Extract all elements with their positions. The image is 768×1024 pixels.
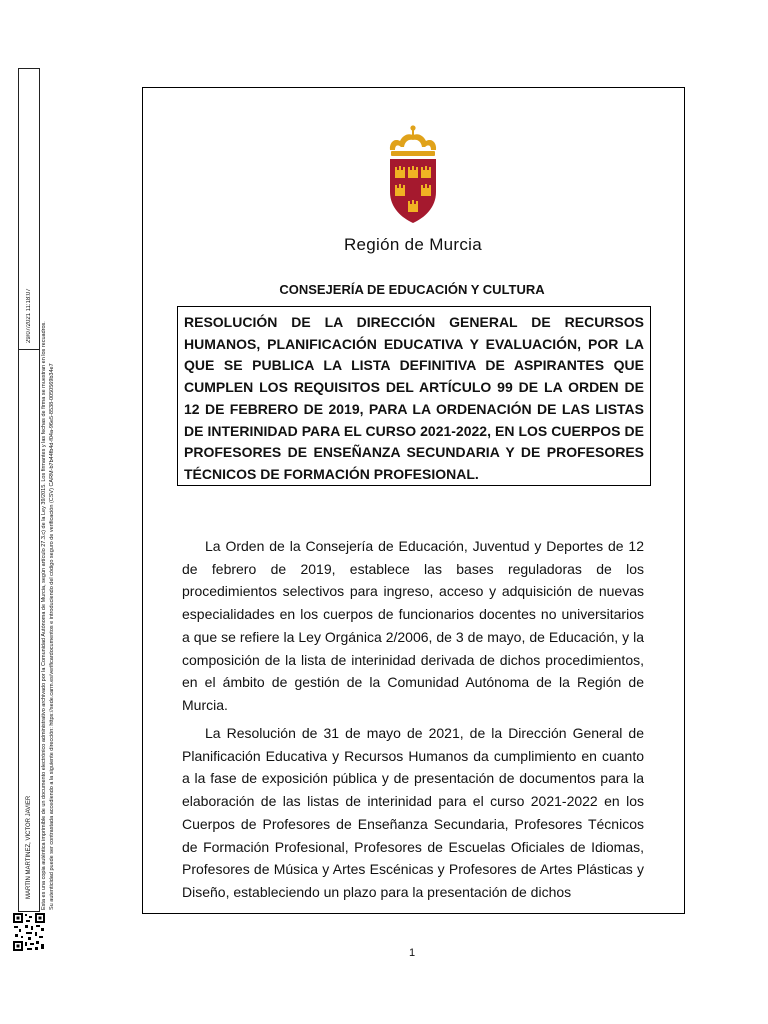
signature-signer-field: MARTÍN MARTÍNEZ, VÍCTOR JAVIER: [26, 795, 32, 899]
signature-strip: [18, 68, 40, 912]
region-name: Región de Murcia: [343, 235, 483, 254]
qr-code-icon: [12, 912, 46, 952]
authenticity-note-line2: Su autenticidad puede ser contrastada accediendo a la siguiente dirección: https://sede.carm.es/verificardocumentos e introduciendo del código seguro de verificación (CSV) CARM-b7b44fb4d-f04a-96e5-8538-0050569b34e7: [49, 363, 55, 910]
signature-date-field: 29/07/2021 11:18:07: [26, 288, 32, 343]
coat-of-arms-icon: [386, 124, 440, 224]
authenticity-note: [40, 300, 56, 910]
resolution-title-box: [177, 306, 651, 486]
department-heading: CONSEJERÍA DE EDUCACIÓN Y CULTURA: [279, 282, 545, 297]
resolution-title: RESOLUCIÓN DE LA DIRECCIÓN GENERAL DE RECURSOS HUMANOS, PLANIFICACIÓN EDUCATIVA Y EVALUACIÓN, POR LA QUE SE PUBLICA LA LISTA DEFINITIVA DE ASPIRANTES QUE CUMPLEN LOS REQUISITOS DEL ARTÍCULO 99 DE LA ORDEN DE 12 DE FEBRERO DE 2019, PARA LA ORDENACIÓN DE LAS LISTAS DE INTERINIDAD PARA EL CURSO 2021-2022, EN LOS CUERPOS DE PROFESORES DE ENSEÑANZA SECUNDARIA Y DE PROFESORES TÉCNICOS DE FORMACIÓN PROFESIONAL.: [184, 314, 644, 482]
body-paragraph-1: La Orden de la Consejería de Educación, Juventud y Deportes de 12 de febrero de 2019, establece las bases reguladoras de los procedimientos selectivos para ingreso, acceso y adquisición de nuevas especialidades en los cuerpos de funcionarios docentes no universitarios a que se refiere la Ley Orgánica 2/2006, de 3 de mayo, de Educación, y la composición de la lista de interinidad derivada de dichos procedimientos, en el ámbito de gestión de la Comunidad Autónoma de la Región de Murcia.: [182, 538, 644, 713]
authenticity-note-line1: Esta es una copia auténtica imprimible de un documento electrónico administrativo archivado por la Comunidad Autónoma de Murcia, según artículo 27.3.c) de la Ley 39/2015. Los firmantes y las fechas de firma se muestran en los recuadros.: [41, 321, 47, 910]
body-paragraph-2: La Resolución de 31 de mayo de 2021, de la Dirección General de Planificación Educativa y Recursos Humanos da cumplimiento en cuanto a la fase de exposición pública y de presentación de documentos para la elaboración de las listas de interinidad para el curso 2021-2022 en los Cuerpos de Profesores de Enseñanza Secundaria, Profesores Técnicos de Formación Profesional, Profesores de Escuelas Oficiales de Idiomas, Profesores de Música y Artes Escénicas y Profesores de Artes Plásticas y Diseño, estableciendo un plazo para la presentación de dichos: [182, 725, 644, 900]
page-number: 1: [408, 947, 416, 959]
